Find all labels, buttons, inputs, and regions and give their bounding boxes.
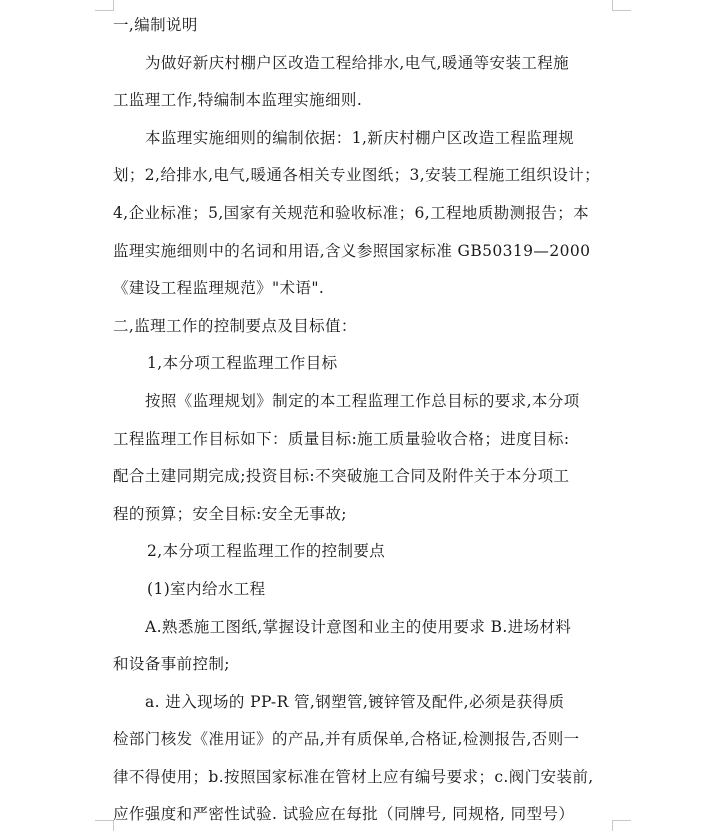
paragraph-line: 工监理工作,特编制本监理实施细则. (113, 91, 363, 110)
paragraph-line: A.熟悉施工图纸,掌握设计意图和业主的使用要求 B.进场材料 (145, 617, 572, 636)
paragraph-line: 监理实施细则中的名词和用语,含义参照国家标准 GB50319—2000 (113, 241, 591, 260)
page-corner-mark-top-left (95, 0, 114, 11)
section-heading: 一,编制说明 (113, 16, 198, 34)
section-heading: 二,监理工作的控制要点及目标值： (113, 316, 357, 335)
paragraph-line: 工程监理工作目标如下：质量目标:施工质量验收合格；进度目标: (113, 429, 570, 448)
paragraph-line: 划；2,给排水,电气,暖通各相关专业图纸；3,安装工程施工组织设计； (113, 166, 601, 185)
paragraph-line: 4,企业标准；5,国家有关规范和验收标准；6,工程地质勘测报告；本 (113, 203, 590, 222)
paragraph-line: 为做好新庆村棚户区改造工程给排水,电气,暖通等安装工程施 (145, 53, 570, 72)
paragraph-line: 和设备事前控制; (113, 655, 230, 674)
paragraph-line: 律不得使用；b.按照国家标准在管材上应有编号要求；c.阀门安装前, (113, 767, 594, 786)
paragraph-line: 配合土建同期完成;投资目标:不突破施工合同及附件关于本分项工 (113, 467, 570, 486)
subsection-heading: (1)室内给水工程 (147, 579, 266, 598)
document-body (113, 7, 613, 834)
subsection-heading: 2,本分项工程监理工作的控制要点 (147, 542, 386, 561)
paragraph-line: 程的预算；安全目标:安全无事故; (113, 504, 347, 523)
paragraph-line: 本监理实施细则的编制依据：1,新庆村棚户区改造工程监理规 (145, 128, 574, 147)
page-corner-mark-top-right (612, 0, 631, 11)
paragraph-line: 检部门核发《准用证》的产品,并有质保单,合格证,检测报告,否则一 (113, 730, 580, 749)
page-corner-mark-bottom-left (95, 820, 114, 831)
paragraph-line: a. 进入现场的 PP-R 管,钢塑管,镀锌管及配件,必须是获得质 (145, 692, 565, 711)
paragraph-line: 《建设工程监理规范》"术语". (113, 279, 325, 298)
subsection-heading: 1,本分项工程监理工作目标 (147, 354, 338, 373)
paragraph-line: 按照《监理规划》制定的本工程监理工作总目标的要求,本分项 (145, 391, 580, 410)
page-corner-mark-bottom-right (612, 820, 631, 831)
paragraph-line: 应作强度和严密性试验. 试验应在每批（同牌号, 同规格, 同型号） (113, 805, 575, 824)
